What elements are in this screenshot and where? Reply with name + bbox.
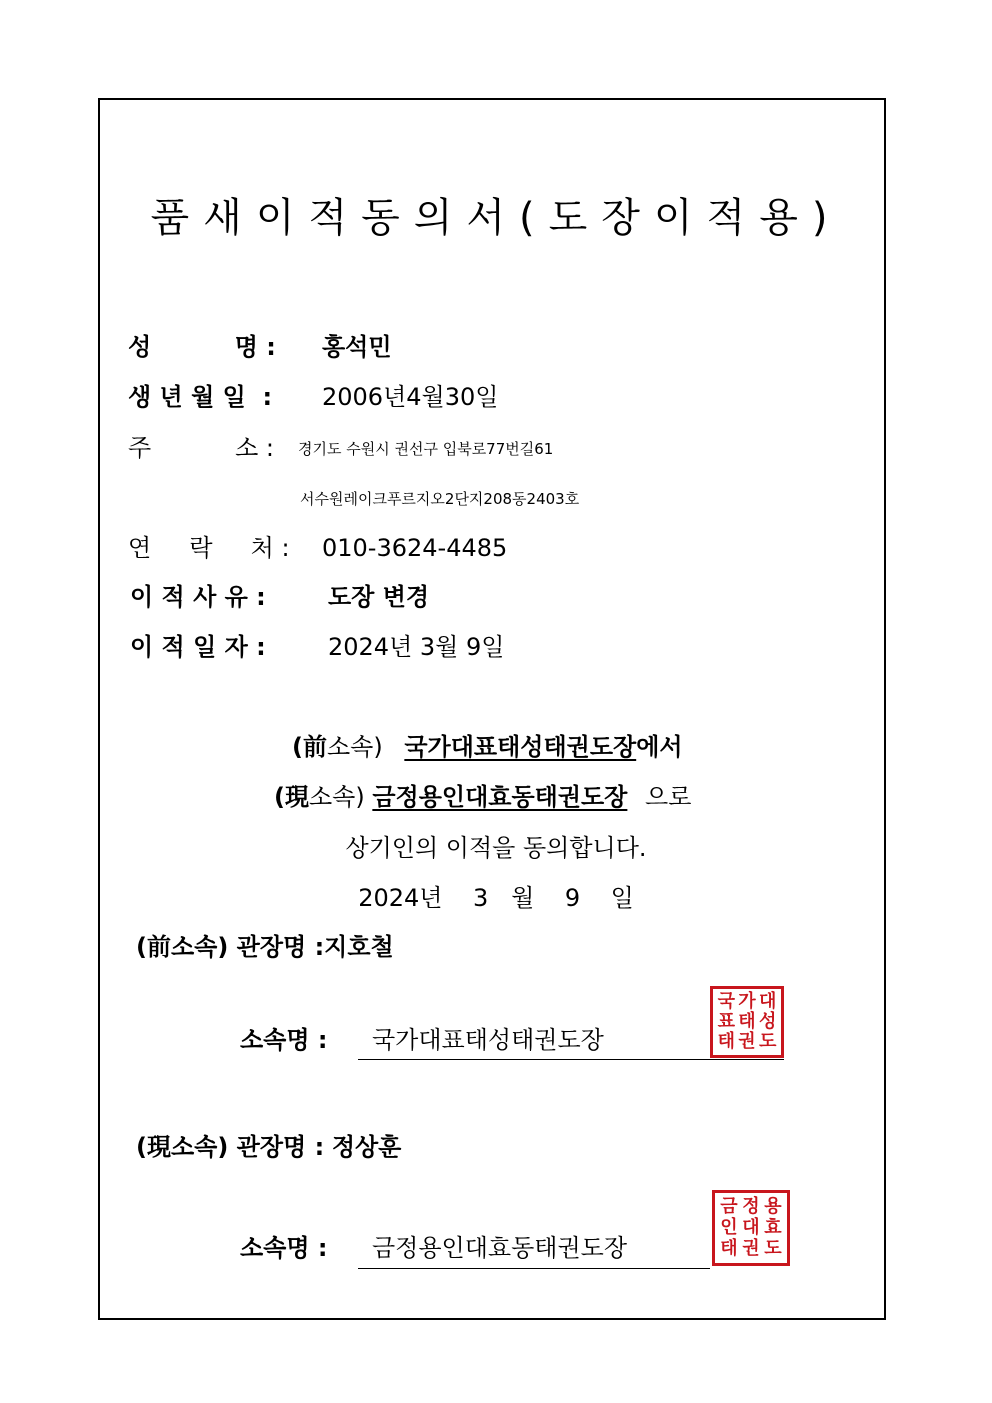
consent-text: 상기인의 이적을 동의합니다.: [345, 834, 647, 862]
curr-director-label: 소속) 관장명 :: [170, 1133, 325, 1161]
curr-open-paren: (: [274, 783, 285, 811]
contact-label: 연 락 처 :: [128, 534, 290, 562]
transfer-date-value: 2024년 3월 9일: [328, 633, 505, 661]
curr-affil-value: 금정용인대효동태권도장: [372, 1234, 628, 1262]
curr-dojang: 금정용인대효동태권도장: [372, 783, 628, 811]
curr-director-hanja: 現: [146, 1132, 171, 1161]
curr-prefix: 소속): [308, 783, 365, 811]
curr-affiliation-line: [274, 782, 692, 811]
prev-director-hanja: 前: [146, 932, 171, 961]
prev-director-label: 소속) 관장명 :: [170, 933, 325, 961]
prev-director-name: 지호철: [324, 933, 394, 961]
birth-label: 생 년 월 일 :: [128, 383, 273, 411]
prev-prefix: 소속): [326, 733, 383, 761]
address-line2: 서수원레이크푸르지오2단지208동2403호: [300, 490, 580, 508]
consent-date: 2024년 3 월 9 일: [358, 884, 634, 912]
birth-value: 2006년4월30일: [322, 383, 499, 411]
prev-affil-value: 국가대표태성태권도장: [372, 1026, 604, 1054]
name-label: 성 명 :: [128, 333, 276, 361]
prev-hanja: 前: [302, 732, 327, 761]
reason-label: 이 적 사 유 :: [130, 583, 266, 611]
prev-affiliation-line: [292, 732, 683, 761]
curr-affil-label: 소속명 :: [240, 1234, 328, 1262]
curr-hanja: 現: [284, 782, 309, 811]
prev-open-paren: (: [292, 733, 303, 761]
curr-seal-stamp: 금 정 용 인 대 효 태 권 도: [712, 1190, 790, 1266]
address-label: 주 소 :: [128, 434, 275, 462]
transfer-date-label: 이 적 일 자 :: [130, 633, 266, 661]
prev-affil-label: 소속명 :: [240, 1026, 328, 1054]
contact-value: 010-3624-4485: [322, 534, 508, 562]
document-title: 품새이적동의서(도장이적용): [150, 195, 842, 241]
curr-affil-underline: [358, 1268, 710, 1269]
prev-suffix: 에서: [636, 733, 683, 761]
prev-seal-stamp: 국 가 대 표 태 성 태 권 도: [710, 986, 784, 1058]
name-value: 홍석민: [322, 333, 392, 361]
curr-director-open: (: [136, 1133, 147, 1161]
curr-suffix: 으로: [645, 783, 692, 811]
address-line1: 경기도 수원시 권선구 입북로77번길61: [298, 440, 554, 458]
prev-dojang: 국가대표태성태권도장: [404, 733, 637, 761]
prev-director-open: (: [136, 933, 147, 961]
curr-director-name: 정상훈: [331, 1133, 402, 1161]
prev-director-line: [136, 932, 394, 961]
curr-director-line: [136, 1132, 402, 1161]
reason-value: 도장 변경: [328, 583, 430, 611]
prev-affil-underline: [358, 1059, 784, 1060]
